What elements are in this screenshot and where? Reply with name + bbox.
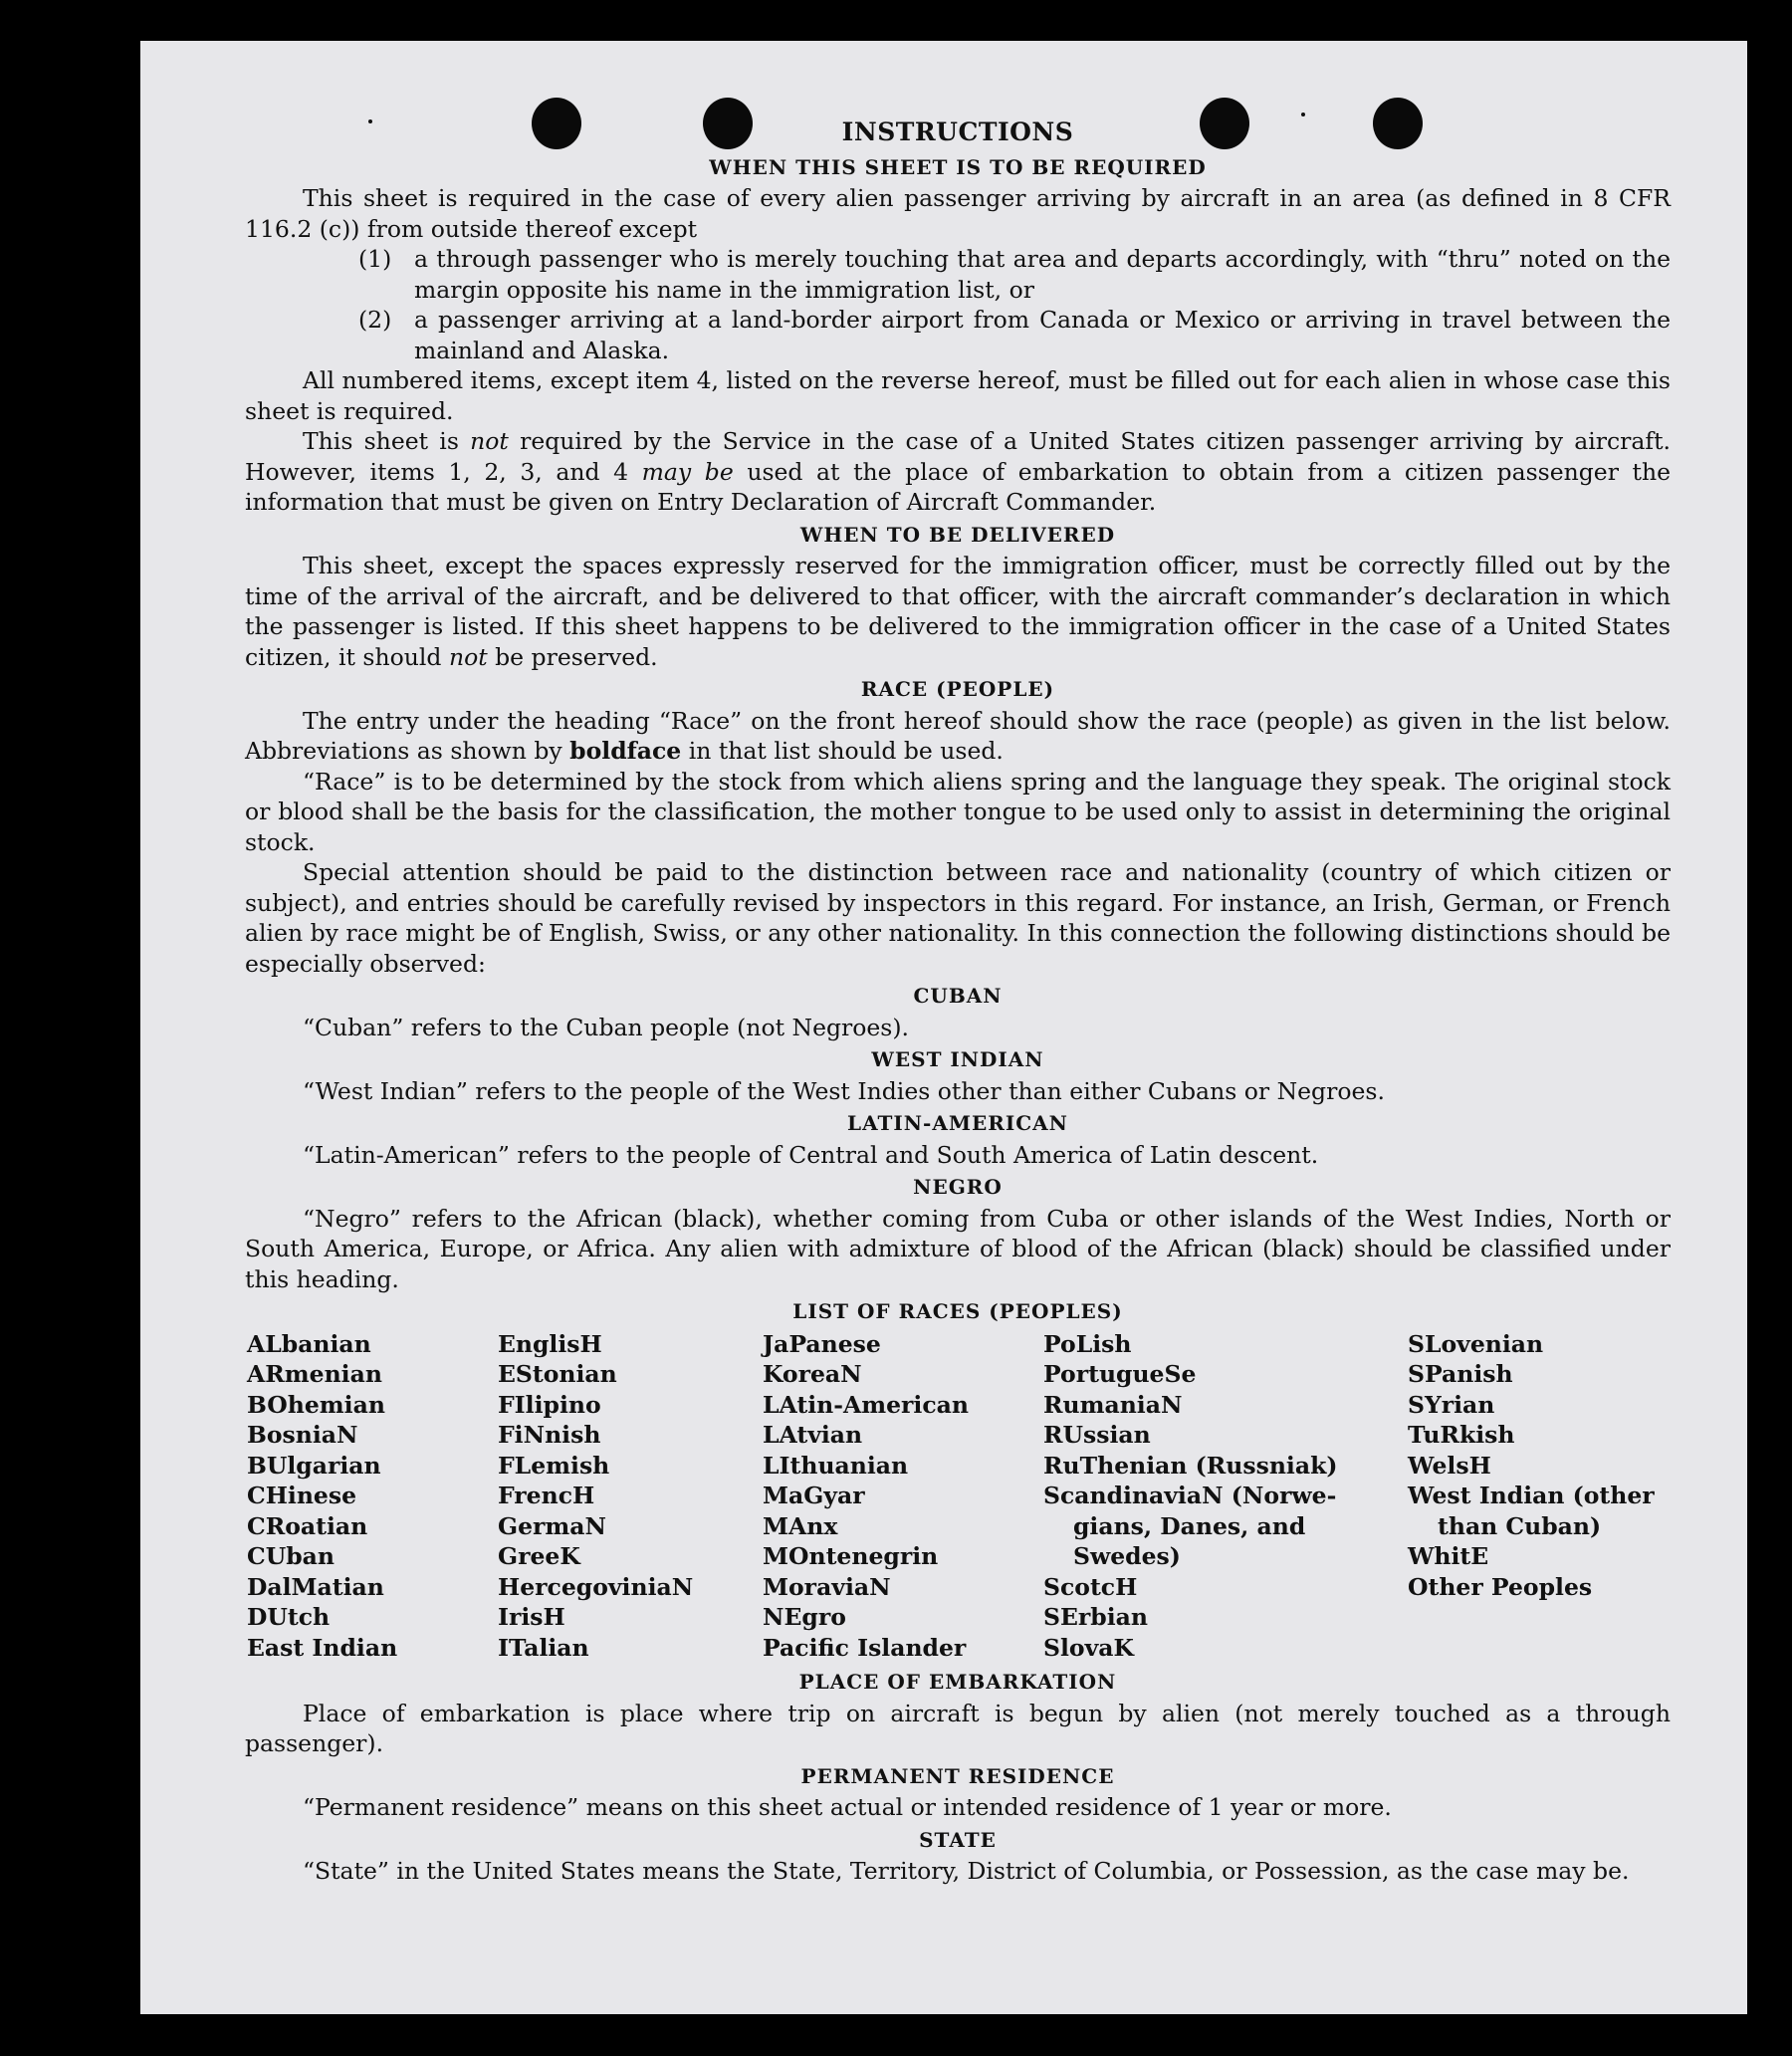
race-entry: DalMatian — [247, 1572, 384, 1601]
race-entry: SLovenian — [1408, 1329, 1544, 1358]
race-entry: FIlipino — [498, 1390, 601, 1419]
race-entry: BosniaN — [247, 1421, 358, 1449]
race-entry: EnglisH — [498, 1329, 602, 1358]
race-entry: MoraviaN — [763, 1572, 891, 1601]
item-text: a passenger arriving at a land-border airport from Canada or Mexico or arriving in travel between the mainland and Alaska. — [414, 306, 1671, 364]
section-heading: PERMANENT RESIDENCE — [800, 1763, 1115, 1788]
race-entry: KoreaN — [763, 1360, 862, 1388]
race-entry: SlovaK — [1043, 1633, 1134, 1662]
race-entry: gians, Danes, and — [1073, 1511, 1306, 1540]
race-entry: than Cuban) — [1438, 1511, 1602, 1540]
text-run: This sheet, except the spaces expressly reserved for the immigration officer, must be correctly filled out by the time of the arrival of the aircraft, and be delivered to that officer, with the aircraft commander’s declaration in which the passenger is listed. If this sheet happens to be delivered to the immigration officer in the case of a United States citizen, it should — [245, 552, 1671, 671]
section-heading: WHEN TO BE DELIVERED — [799, 522, 1116, 547]
paragraph: Special attention should be paid to the distinction between race and nationality (country of which citizen or subject), and entries should be carefully revised by inspectors in this regard. For instance, an Irish, German, or French alien by race might be of English, Swiss, or any other nationality. In this connection the following distinctions should be especially observed: — [245, 858, 1671, 978]
section-heading: WHEN THIS SHEET IS TO BE REQUIRED — [709, 154, 1207, 179]
list-item — [245, 244, 1671, 305]
paragraph: “Latin-American” refers to the people of Central and South America of Latin descent. — [303, 1140, 1319, 1169]
race-entry: SYrian — [1408, 1390, 1495, 1419]
text-run: This sheet is — [303, 427, 471, 455]
item-number: (2) — [358, 306, 392, 334]
race-entry: PoLish — [1043, 1329, 1132, 1358]
text-run: used at the place of embarkation to obtain from a citizen passenger the information that must be given on Entry Declaration of Aircraft Commander. — [245, 457, 1672, 516]
race-entry: GreeK — [498, 1542, 580, 1570]
item-number: (1) — [358, 245, 392, 273]
race-entry: BOhemian — [247, 1390, 385, 1419]
race-entry: ScotcH — [1043, 1572, 1138, 1601]
race-entry: PortugueSe — [1043, 1360, 1197, 1388]
section-heading: LIST OF RACES (PEOPLES) — [792, 1299, 1123, 1323]
race-entry: CHinese — [247, 1482, 357, 1509]
paragraph: All numbered items, except item 4, listed on the reverse hereof, must be filled out for each alien in whose case this sheet is required. — [245, 366, 1671, 425]
race-entry: RUssian — [1043, 1421, 1151, 1449]
section-heading: RACE (PEOPLE) — [860, 677, 1055, 701]
item-text: a through passenger who is merely touching that area and departs accordingly, with “thru” noted on the margin opposite his name in the immigration list, or — [414, 245, 1671, 304]
race-entry: LIthuanian — [763, 1451, 909, 1480]
section-heading: CUBAN — [913, 984, 1003, 1008]
race-entry: ARmenian — [247, 1360, 382, 1388]
race-entry: SPanish — [1408, 1360, 1513, 1388]
race-entry: RuThenian (Russniak) — [1043, 1451, 1338, 1480]
race-entry: FiNnish — [498, 1421, 601, 1449]
paragraph: “Negro” refers to the African (black), whether coming from Cuba or other islands of the West Indies, North or South America, Europe, or Africa. Any alien with admixture of blood of the African (black) should be classified under this heading. — [245, 1204, 1671, 1293]
italic-text: may be — [641, 457, 734, 486]
section-heading: NEGRO — [913, 1175, 1003, 1199]
race-column — [498, 1329, 763, 1664]
text-run: required by the Service in the case of a United States citizen passenger arriving by aircraft. However, items 1, 2, 3, and 4 — [245, 427, 1671, 486]
race-entry: ITalian — [498, 1633, 589, 1662]
paragraph: Place of embarkation is place where trip on aircraft is begun by alien (not merely touched as a through passenger). — [245, 1699, 1671, 1757]
instructions-text — [245, 117, 1671, 1887]
race-entry: TuRkish — [1408, 1421, 1515, 1449]
paragraph — [245, 426, 1671, 518]
race-entry: RumaniaN — [1043, 1390, 1183, 1419]
race-list — [247, 1329, 1671, 1664]
paragraph — [245, 706, 1671, 767]
race-entry: East Indian — [247, 1633, 398, 1662]
race-entry: ALbanian — [247, 1329, 371, 1358]
race-entry: Other Peoples — [1408, 1572, 1593, 1601]
race-entry: West Indian (other — [1408, 1482, 1655, 1509]
race-column — [1043, 1329, 1408, 1664]
race-column — [247, 1329, 498, 1664]
section-heading: PLACE OF EMBARKATION — [798, 1670, 1117, 1694]
section-heading: LATIN-AMERICAN — [847, 1111, 1068, 1135]
race-entry: IrisH — [498, 1603, 565, 1631]
race-column — [763, 1329, 1043, 1664]
race-entry: GermaN — [498, 1511, 606, 1540]
text-run: The entry under the heading “Race” on the front hereof should show the race (people) as given in the list below. Abbreviations as shown by — [245, 706, 1671, 765]
race-entry: SErbian — [1043, 1603, 1148, 1631]
race-entry: HercegoviniaN — [498, 1572, 694, 1601]
text-run: be preserved. — [487, 642, 658, 671]
race-entry: FrencH — [498, 1482, 595, 1509]
section-heading: WEST INDIAN — [871, 1047, 1044, 1071]
race-entry: CUban — [247, 1542, 335, 1570]
race-entry: WhitE — [1408, 1542, 1489, 1570]
list-item — [245, 305, 1671, 365]
race-entry: FLemish — [498, 1451, 610, 1480]
paragraph: “Cuban” refers to the Cuban people (not Negroes). — [303, 1013, 910, 1041]
race-entry: LAtvian — [763, 1421, 863, 1449]
text-run: in that list should be used. — [681, 737, 1004, 765]
race-entry: BUlgarian — [247, 1451, 381, 1480]
bold-text: boldface — [569, 737, 682, 765]
speck — [1301, 113, 1305, 116]
race-entry: CRoatian — [247, 1511, 368, 1540]
paragraph: “Race” is to be determined by the stock from which aliens spring and the language they speak. The original stock or blood shall be the basis for the classification, the mother tongue to be used only to assist in determining the original stock. — [245, 767, 1671, 856]
paragraph: “Permanent residence” means on this sheet actual or intended residence of 1 year or more. — [303, 1793, 1392, 1821]
paragraph — [245, 551, 1671, 672]
paragraph: This sheet is required in the case of every alien passenger arriving by aircraft in an area (as defined in 8 CFR 116.2 (c)) from outside thereof except — [245, 184, 1671, 243]
race-entry: Swedes) — [1073, 1542, 1181, 1570]
paragraph: “State” in the United States means the State, Territory, District of Columbia, or Possession, as the case may be. — [303, 1857, 1630, 1885]
race-entry: MAnx — [763, 1511, 838, 1540]
page-title: INSTRUCTIONS — [841, 117, 1074, 146]
race-entry: ScandinaviaN (Norwe- — [1043, 1482, 1337, 1509]
race-entry: EStonian — [498, 1360, 617, 1388]
race-entry: DUtch — [247, 1603, 331, 1631]
race-column — [1408, 1329, 1673, 1664]
italic-text: not — [470, 427, 509, 455]
race-entry: NEgro — [763, 1603, 846, 1631]
race-entry: MOntenegrin — [763, 1542, 939, 1570]
race-entry: JaPanese — [763, 1329, 881, 1358]
italic-text: not — [448, 642, 488, 671]
paragraph: “West Indian” refers to the people of the West Indies other than either Cubans or Negroes. — [303, 1076, 1385, 1105]
section-heading: STATE — [919, 1827, 997, 1852]
document-sheet — [140, 41, 1747, 2014]
race-entry: MaGyar — [763, 1482, 865, 1509]
race-entry: WelsH — [1408, 1451, 1491, 1480]
race-entry: Pacific Islander — [763, 1633, 967, 1662]
race-entry: LAtin-American — [763, 1390, 969, 1419]
